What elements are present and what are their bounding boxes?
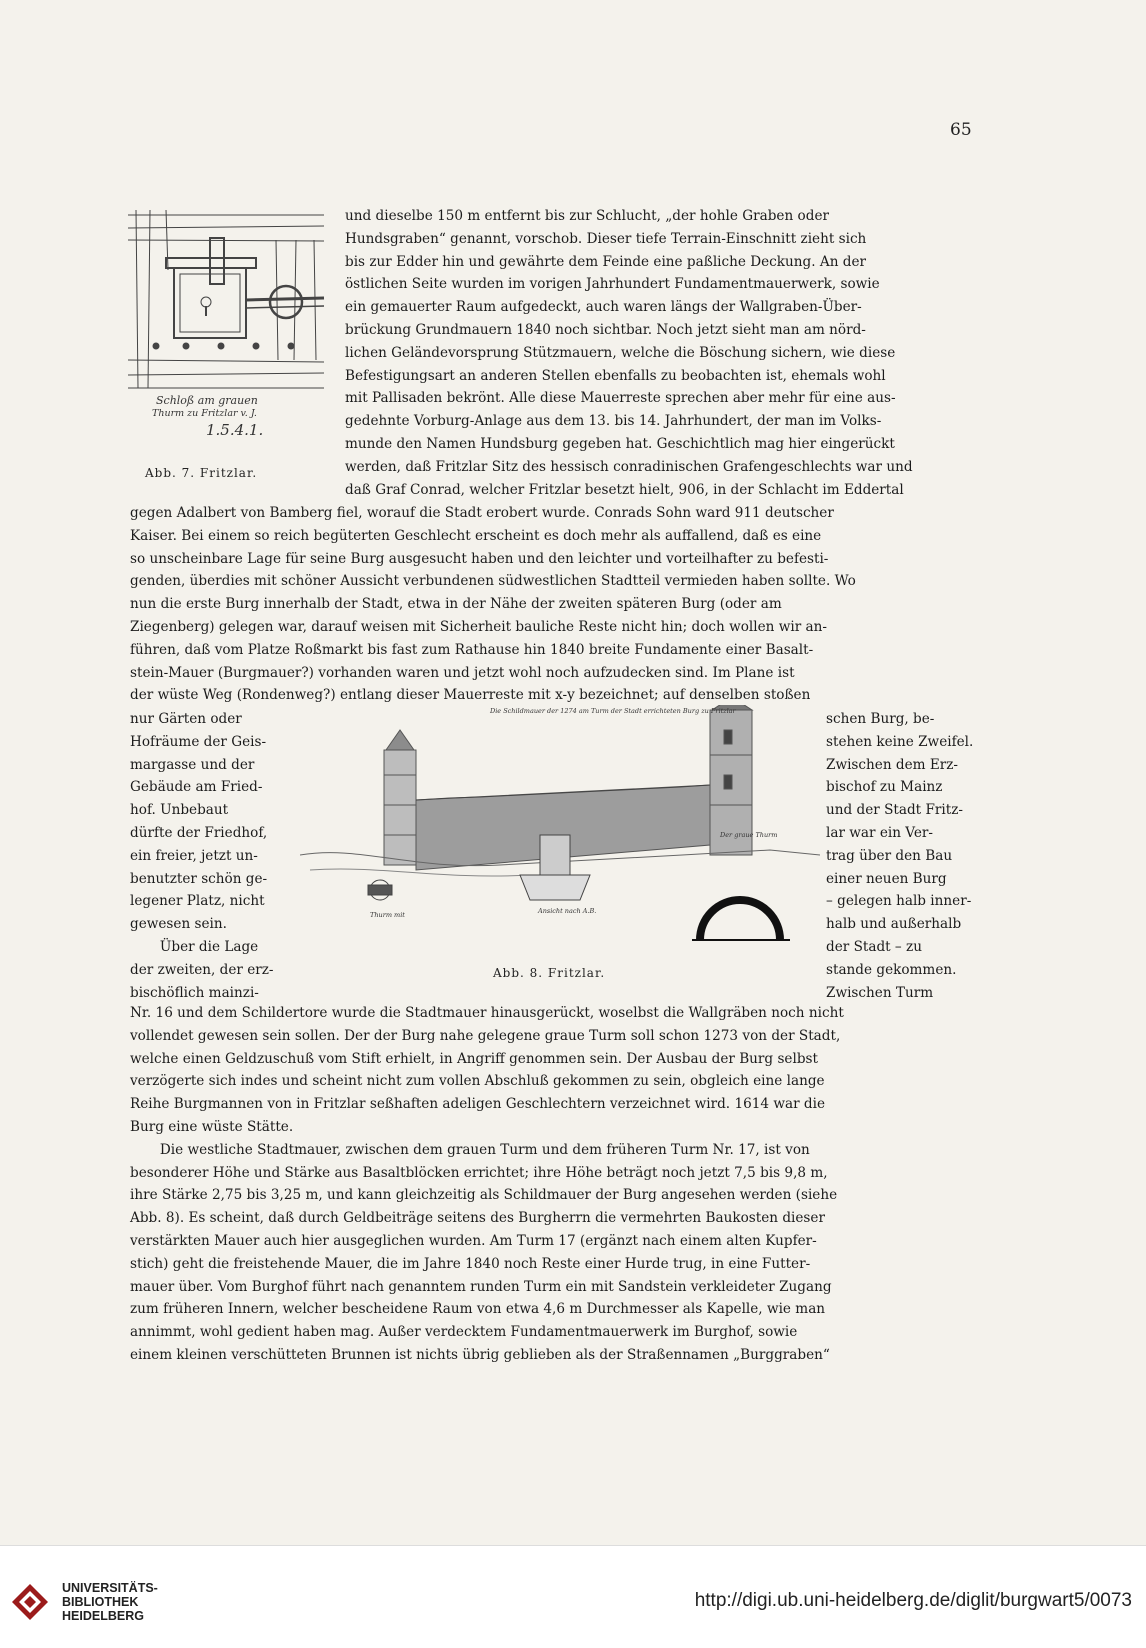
figure-8-caption: Abb. 8. Fritzlar.	[493, 966, 606, 980]
text-line: – gelegen halb inner-	[826, 893, 972, 910]
source-url-link[interactable]: http://digi.ub.uni-heidelberg.de/diglit/burgwart5/0073	[694, 1590, 1132, 1611]
text-line: mit Pallisaden bekrönt. Alle diese Mauerreste sprechen aber mehr für eine aus-	[345, 390, 896, 407]
figure-8-note-title: Die Schildmauer der 1274 am Turm der Stadt errichteten Burg zu Fritzlar	[490, 707, 736, 715]
text-line: lar war ein Ver-	[826, 824, 934, 841]
text-line: vollendet gewesen sein sollen. Der der Burg nahe gelegene graue Turm soll schon 1273 von der Stadt,	[130, 1027, 841, 1044]
text-line: munde den Namen Hundsburg gegeben hat. Geschichtlich mag hier eingerückt	[345, 435, 895, 452]
text-line: Hundsgraben“ genannt, vorschob. Dieser tiefe Terrain-Einschnitt zieht sich	[345, 230, 867, 247]
text-line: werden, daß Fritzlar Sitz des hessisch conradinischen Grafengeschlechts war und	[345, 458, 913, 475]
text-line: gegen Adalbert von Bamberg fiel, worauf die Stadt erobert wurde. Conrads Sohn ward 911 deutscher	[130, 505, 834, 521]
text-line: stehen keine Zweifel.	[826, 733, 974, 750]
text-line: Zwischen dem Erz-	[826, 756, 959, 773]
text-line: Abb. 8). Es scheint, daß durch Geldbeiträge seitens des Burgherrn die vermehrten Baukosten dieser	[130, 1210, 825, 1227]
text-line: besonderer Höhe und Stärke aus Basaltblöcken errichtet; ihre Höhe beträgt noch jetzt 7,5 bis 9,8 m,	[130, 1164, 828, 1181]
text-line: annimmt, wohl gedient haben mag. Außer verdecktem Fundamentmauerwerk im Burghof, sowie	[130, 1324, 798, 1341]
text-line: Zwischen Turm	[826, 984, 934, 1001]
text-line: nur Gärten oder	[130, 711, 242, 727]
text-line: Kaiser. Bei einem so reich begüterten Geschlecht erscheint es doch mehr als auffallend, daß es eine	[130, 527, 822, 544]
text-line: Burg eine wüste Stätte.	[130, 1118, 294, 1135]
figure-7-lock-drawing	[126, 210, 326, 440]
text-line: Befestigungsart an anderen Stellen ebenfalls zu beobachten ist, ehemals wohl	[345, 367, 886, 384]
text-middle-block	[130, 502, 988, 707]
text-line: Hofräume der Geis-	[130, 733, 267, 750]
text-line: nun die erste Burg innerhalb der Stadt, etwa in der Nähe der zweiten späteren Burg (oder am	[130, 596, 782, 613]
page-number: 65	[950, 120, 972, 140]
figure-8-note-tower: Der graue Thurm	[720, 831, 778, 839]
library-name-line: UNIVERSITÄTS-	[62, 1581, 158, 1595]
text-line: lichen Geländevorsprung Stützmauern, welche die Böschung sichern, wie diese	[345, 344, 896, 361]
text-line: östlichen Seite wurden im vorigen Jahrhundert Fundamentmauerwerk, sowie	[345, 276, 880, 293]
text-line: hof. Unbebaut	[130, 802, 229, 819]
figure-7-caption: Abb. 7. Fritzlar.	[145, 466, 258, 480]
library-name-line: BIBLIOTHEK	[62, 1595, 139, 1609]
text-line: bis zur Edder hin und gewährte dem Feinde eine paßliche Deckung. An der	[345, 253, 867, 270]
text-line: genden, überdies mit schöner Aussicht verbundenen südwestlichen Stadtteil vermieden haben sollte. Wo	[130, 573, 856, 590]
text-line: halb und außerhalb	[826, 916, 962, 933]
text-line: stich) geht die freistehende Mauer, die im Jahre 1840 noch Reste einer Hurde trug, in eine Futter-	[130, 1255, 811, 1272]
text-top-block	[345, 205, 988, 501]
text-line: verzögerte sich indes und scheint nicht zum vollen Abschluß gekommen zu sein, obgleich eine lange	[130, 1073, 825, 1090]
text-line: gewesen sein.	[130, 916, 227, 933]
text-line: stein-Mauer (Burgmauer?) vorhanden waren und jetzt wohl noch aufzudecken sind. Im Plane ist	[130, 664, 795, 681]
figure-7-inscription-year: 1.5.4.1.	[206, 421, 264, 439]
text-line: brückung Grundmauern 1840 noch sichtbar. Noch jetzt sieht man am nörd-	[345, 321, 866, 338]
figure-7-inscription-2: Thurm zu Fritzlar v. J.	[152, 408, 257, 419]
library-name-line: HEIDELBERG	[62, 1609, 144, 1623]
text-line: ein gemauerter Raum aufgedeckt, auch waren längs der Wallgraben-Über-	[345, 299, 862, 316]
text-left-column	[130, 708, 295, 1004]
text-line: und der Stadt Fritz-	[826, 802, 963, 819]
figure-7-inscription-1: Schloß am grauen	[156, 394, 258, 407]
text-line: ihre Stärke 2,75 bis 3,25 m, und kann gleichzeitig als Schildmauer der Burg angesehen werden (siehe	[130, 1187, 838, 1204]
text-line: dürfte der Friedhof,	[130, 824, 268, 841]
text-line: gedehnte Vorburg-Anlage aus dem 13. bis 14. Jahrhundert, der man im Volks-	[345, 413, 882, 430]
figure-8-note-section: Thurm mit	[370, 911, 405, 919]
text-line: verstärkten Mauer auch hier ausgeglichen wurden. Am Turm 17 (ergänzt nach einem alten Kupfer-	[130, 1232, 817, 1249]
text-line: zum früheren Innern, welcher bescheidene Raum von etwa 4,6 m Durchmesser als Kapelle, wie man	[130, 1301, 826, 1318]
text-line: einer neuen Burg	[826, 870, 947, 887]
text-line: Die westliche Stadtmauer, zwischen dem grauen Turm und dem früheren Turm Nr. 17, ist von	[159, 1141, 810, 1158]
text-line: ein freier, jetzt un-	[130, 847, 258, 864]
text-line: schen Burg, be-	[826, 711, 935, 727]
text-line: bischöflich mainzi-	[130, 984, 259, 1001]
text-line: Nr. 16 und dem Schildertore wurde die Stadtmauer hinausgerückt, woselbst die Wallgräben noch nicht	[130, 1005, 844, 1021]
text-line: der Stadt – zu	[826, 938, 922, 955]
text-line: stande gekommen.	[826, 961, 957, 978]
text-line: Reihe Burgmannen von in Fritzlar seßhaften adeligen Geschlechtern verzeichnet wird. 1614 war die	[130, 1096, 826, 1113]
text-line: Gebäude am Fried-	[130, 779, 263, 796]
text-line: welche einen Geldzuschuß vom Stift erhielt, in Angriff genommen sein. Der Ausbau der Burg selbst	[130, 1050, 818, 1067]
footer-bar	[0, 1545, 1146, 1648]
text-line: Ziegenberg) gelegen war, darauf weisen mit Sicherheit bauliche Reste nicht hin; doch wollen wir an-	[130, 618, 827, 635]
text-right-column	[826, 708, 988, 1004]
text-line: einem kleinen verschütteten Brunnen ist nichts übrig geblieben als der Straßennamen „Burggraben“	[130, 1346, 830, 1363]
text-line: margasse und der	[130, 756, 255, 773]
text-line: der wüste Weg (Rondenweg?) entlang dieser Mauerreste mit x-y bezeichnet; auf denselben stoßen	[130, 687, 811, 704]
text-line: der zweiten, der erz-	[130, 961, 274, 978]
text-line: führen, daß vom Platze Roßmarkt bis fast zum Rathause hin 1840 breite Fundamente einer Basalt-	[130, 641, 814, 658]
text-line: legener Platz, nicht	[130, 893, 265, 910]
figure-8-castle-wall-drawing	[300, 705, 820, 955]
university-library-logo-icon[interactable]	[10, 1582, 50, 1622]
text-line: trag über den Bau	[826, 847, 953, 864]
text-line: und dieselbe 150 m entfernt bis zur Schlucht, „der hohle Graben oder	[345, 208, 829, 224]
text-lower-block	[130, 1002, 988, 1367]
text-line: mauer über. Vom Burghof führt nach genanntem runden Turm ein mit Sandstein verkleideter Zugang	[130, 1278, 832, 1295]
text-line: Über die Lage	[159, 938, 259, 955]
text-line: so unscheinbare Lage für seine Burg ausgesucht haben und den leichter und vorteilhafter zu befesti-	[130, 550, 829, 567]
figure-8-note-plan: Ansicht nach A.B.	[538, 907, 597, 915]
library-name[interactable]	[62, 1581, 158, 1623]
text-line: bischof zu Mainz	[826, 779, 943, 796]
text-line: daß Graf Conrad, welcher Fritzlar besetzt hielt, 906, in der Schlacht im Eddertal	[345, 481, 904, 498]
text-line: benutzter schön ge-	[130, 870, 268, 887]
